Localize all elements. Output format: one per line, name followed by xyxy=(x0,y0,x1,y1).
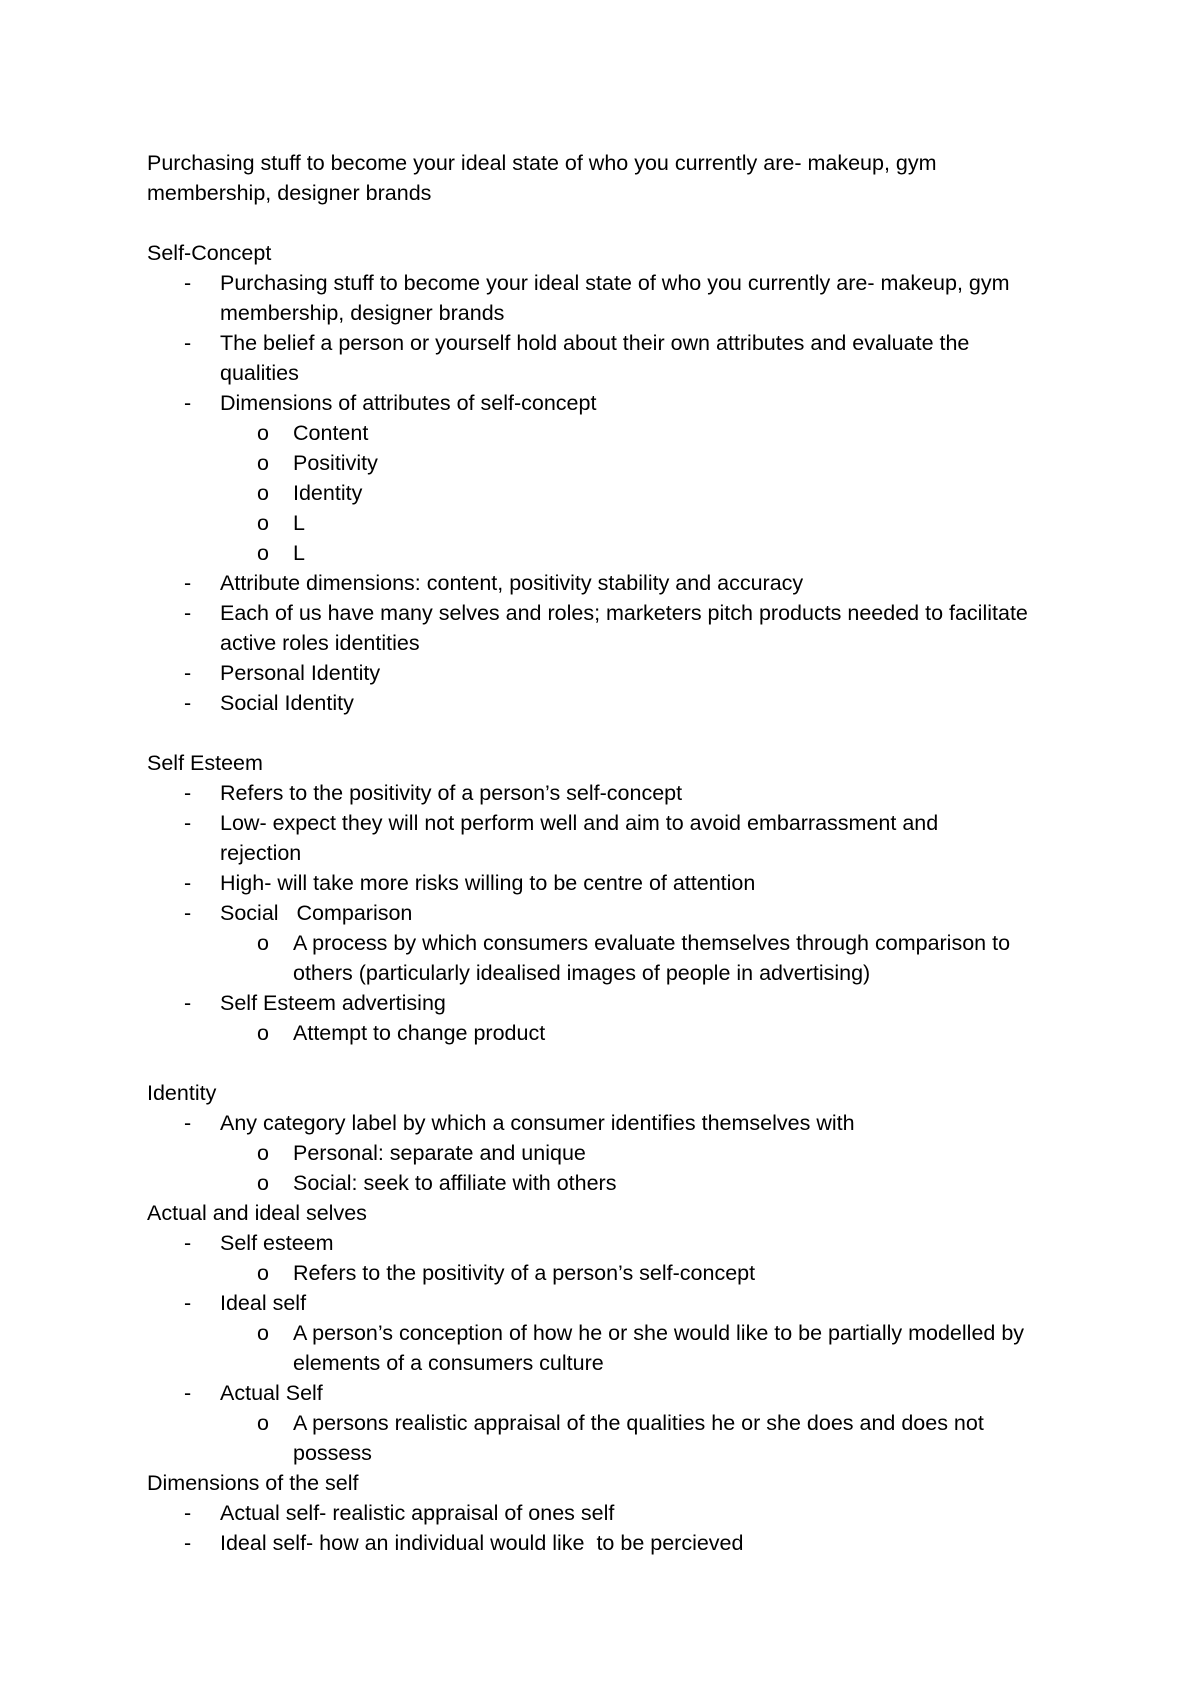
intro-line-1: Purchasing stuff to become your ideal state of who you currently are- makeup, gym xyxy=(147,151,937,175)
sub-list-item xyxy=(147,1408,1077,1438)
dash-bullet: - xyxy=(184,871,192,895)
sub-list-item-text: A persons realistic appraisal of the qualities he or she does and does not xyxy=(293,1411,984,1435)
list-item-text: High- will take more risks willing to be centre of attention xyxy=(220,871,756,895)
list-item xyxy=(147,868,1077,898)
sub-list-item xyxy=(147,1258,1077,1288)
sub-list-item-text: Refers to the positivity of a person’s self-concept xyxy=(293,1261,756,1285)
circle-bullet: o xyxy=(257,451,269,475)
list-item xyxy=(147,988,1077,1018)
sub-list-item xyxy=(147,478,1077,508)
sub-list-item-text: Attempt to change product xyxy=(293,1021,546,1045)
spacer xyxy=(147,208,1077,238)
list-item xyxy=(147,568,1077,598)
circle-bullet: o xyxy=(257,1411,269,1435)
spacer xyxy=(147,1048,1077,1078)
dash-bullet: - xyxy=(184,1231,192,1255)
list-item xyxy=(147,658,1077,688)
dash-bullet: - xyxy=(184,661,192,685)
list-item xyxy=(147,1528,1077,1558)
sub-list-item-continuation: possess xyxy=(293,1441,372,1465)
spacer xyxy=(147,718,1077,748)
list-item xyxy=(147,1378,1077,1408)
list-item xyxy=(147,1228,1077,1258)
list-item xyxy=(147,388,1077,418)
document-body xyxy=(147,148,1077,1558)
dash-bullet: - xyxy=(184,781,192,805)
list-item xyxy=(147,328,1077,358)
sub-list-item-text: Social: seek to affiliate with others xyxy=(293,1171,617,1195)
list-item-text: Dimensions of attributes of self-concept xyxy=(220,391,597,415)
list-item-text: Purchasing stuff to become your ideal state of who you currently are- makeup, gym xyxy=(220,271,1010,295)
dash-bullet: - xyxy=(184,691,192,715)
list-item-text: Low- expect they will not perform well and aim to avoid embarrassment and xyxy=(220,811,939,835)
sub-list-item-text: L xyxy=(293,541,305,565)
intro-line-2: membership, designer brands xyxy=(147,181,432,205)
list-item-text: The belief a person or yourself hold about their own attributes and evaluate the xyxy=(220,331,970,355)
dash-bullet: - xyxy=(184,901,192,925)
dash-bullet: - xyxy=(184,1381,192,1405)
sub-list-item xyxy=(147,418,1077,448)
sub-list-item-continuation: others (particularly idealised images of people in advertising) xyxy=(293,961,871,985)
list-item-continuation: membership, designer brands xyxy=(220,301,505,325)
sub-list-item xyxy=(147,538,1077,568)
sub-list-item xyxy=(147,508,1077,538)
list-item-continuation: qualities xyxy=(220,361,299,385)
dash-bullet: - xyxy=(184,1501,192,1525)
sub-list-item-text: Personal: separate and unique xyxy=(293,1141,586,1165)
dash-bullet: - xyxy=(184,601,192,625)
list-item-text: Social Identity xyxy=(220,691,354,715)
sub-list-item-text: L xyxy=(293,511,305,535)
sub-list-item-text: Positivity xyxy=(293,451,378,475)
list-item-text: Refers to the positivity of a person’s self-concept xyxy=(220,781,683,805)
dash-bullet: - xyxy=(184,271,192,295)
circle-bullet: o xyxy=(257,931,269,955)
list-item xyxy=(147,688,1077,718)
dash-bullet: - xyxy=(184,391,192,415)
list-item-text: Any category label by which a consumer identifies themselves with xyxy=(220,1111,855,1135)
sub-list-item-continuation: elements of a consumers culture xyxy=(293,1351,604,1375)
list-item xyxy=(147,268,1077,298)
circle-bullet: o xyxy=(257,511,269,535)
section-heading-self-concept: Self-Concept xyxy=(147,241,272,265)
list-item-continuation: active roles identities xyxy=(220,631,420,655)
dash-bullet: - xyxy=(184,991,192,1015)
circle-bullet: o xyxy=(257,421,269,445)
circle-bullet: o xyxy=(257,1171,269,1195)
list-item xyxy=(147,1288,1077,1318)
circle-bullet: o xyxy=(257,1021,269,1045)
circle-bullet: o xyxy=(257,1321,269,1345)
sub-list-item xyxy=(147,1138,1077,1168)
circle-bullet: o xyxy=(257,541,269,565)
list-item-text: Social Comparison xyxy=(220,901,413,925)
dash-bullet: - xyxy=(184,1531,192,1555)
dash-bullet: - xyxy=(184,1111,192,1135)
section-heading-actual-ideal-selves: Actual and ideal selves xyxy=(147,1201,367,1225)
dash-bullet: - xyxy=(184,571,192,595)
dash-bullet: - xyxy=(184,1291,192,1315)
section-heading-dimensions-of-self: Dimensions of the self xyxy=(147,1471,359,1495)
list-item-text: Attribute dimensions: content, positivity stability and accuracy xyxy=(220,571,804,595)
list-item xyxy=(147,808,1077,838)
list-item-continuation: rejection xyxy=(220,841,302,865)
list-item-text: Ideal self- how an individual would like to be percieved xyxy=(220,1531,744,1555)
sub-list-item-text: A person’s conception of how he or she would like to be partially modelled by xyxy=(293,1321,1025,1345)
list-item-text: Self esteem xyxy=(220,1231,334,1255)
list-item-text: Actual Self xyxy=(220,1381,323,1405)
section-heading-identity: Identity xyxy=(147,1081,217,1105)
list-item-text: Ideal self xyxy=(220,1291,307,1315)
list-item xyxy=(147,898,1077,928)
list-item-text: Personal Identity xyxy=(220,661,381,685)
list-item-text: Each of us have many selves and roles; marketers pitch products needed to facilitate xyxy=(220,601,1028,625)
list-item xyxy=(147,1108,1077,1138)
sub-list-item xyxy=(147,1018,1077,1048)
circle-bullet: o xyxy=(257,1261,269,1285)
sub-list-item-text: A process by which consumers evaluate themselves through comparison to xyxy=(293,931,1011,955)
list-item-text: Self Esteem advertising xyxy=(220,991,446,1015)
list-item xyxy=(147,1498,1077,1528)
sub-list-item xyxy=(147,448,1077,478)
list-item xyxy=(147,778,1077,808)
sub-list-item-text: Identity xyxy=(293,481,363,505)
sub-list-item xyxy=(147,1318,1077,1348)
list-item-text: Actual self- realistic appraisal of ones self xyxy=(220,1501,615,1525)
sub-list-item xyxy=(147,1168,1077,1198)
circle-bullet: o xyxy=(257,481,269,505)
section-heading-self-esteem: Self Esteem xyxy=(147,751,263,775)
list-item xyxy=(147,598,1077,628)
dash-bullet: - xyxy=(184,811,192,835)
dash-bullet: - xyxy=(184,331,192,355)
sub-list-item-text: Content xyxy=(293,421,369,445)
sub-list-item xyxy=(147,928,1077,958)
circle-bullet: o xyxy=(257,1141,269,1165)
